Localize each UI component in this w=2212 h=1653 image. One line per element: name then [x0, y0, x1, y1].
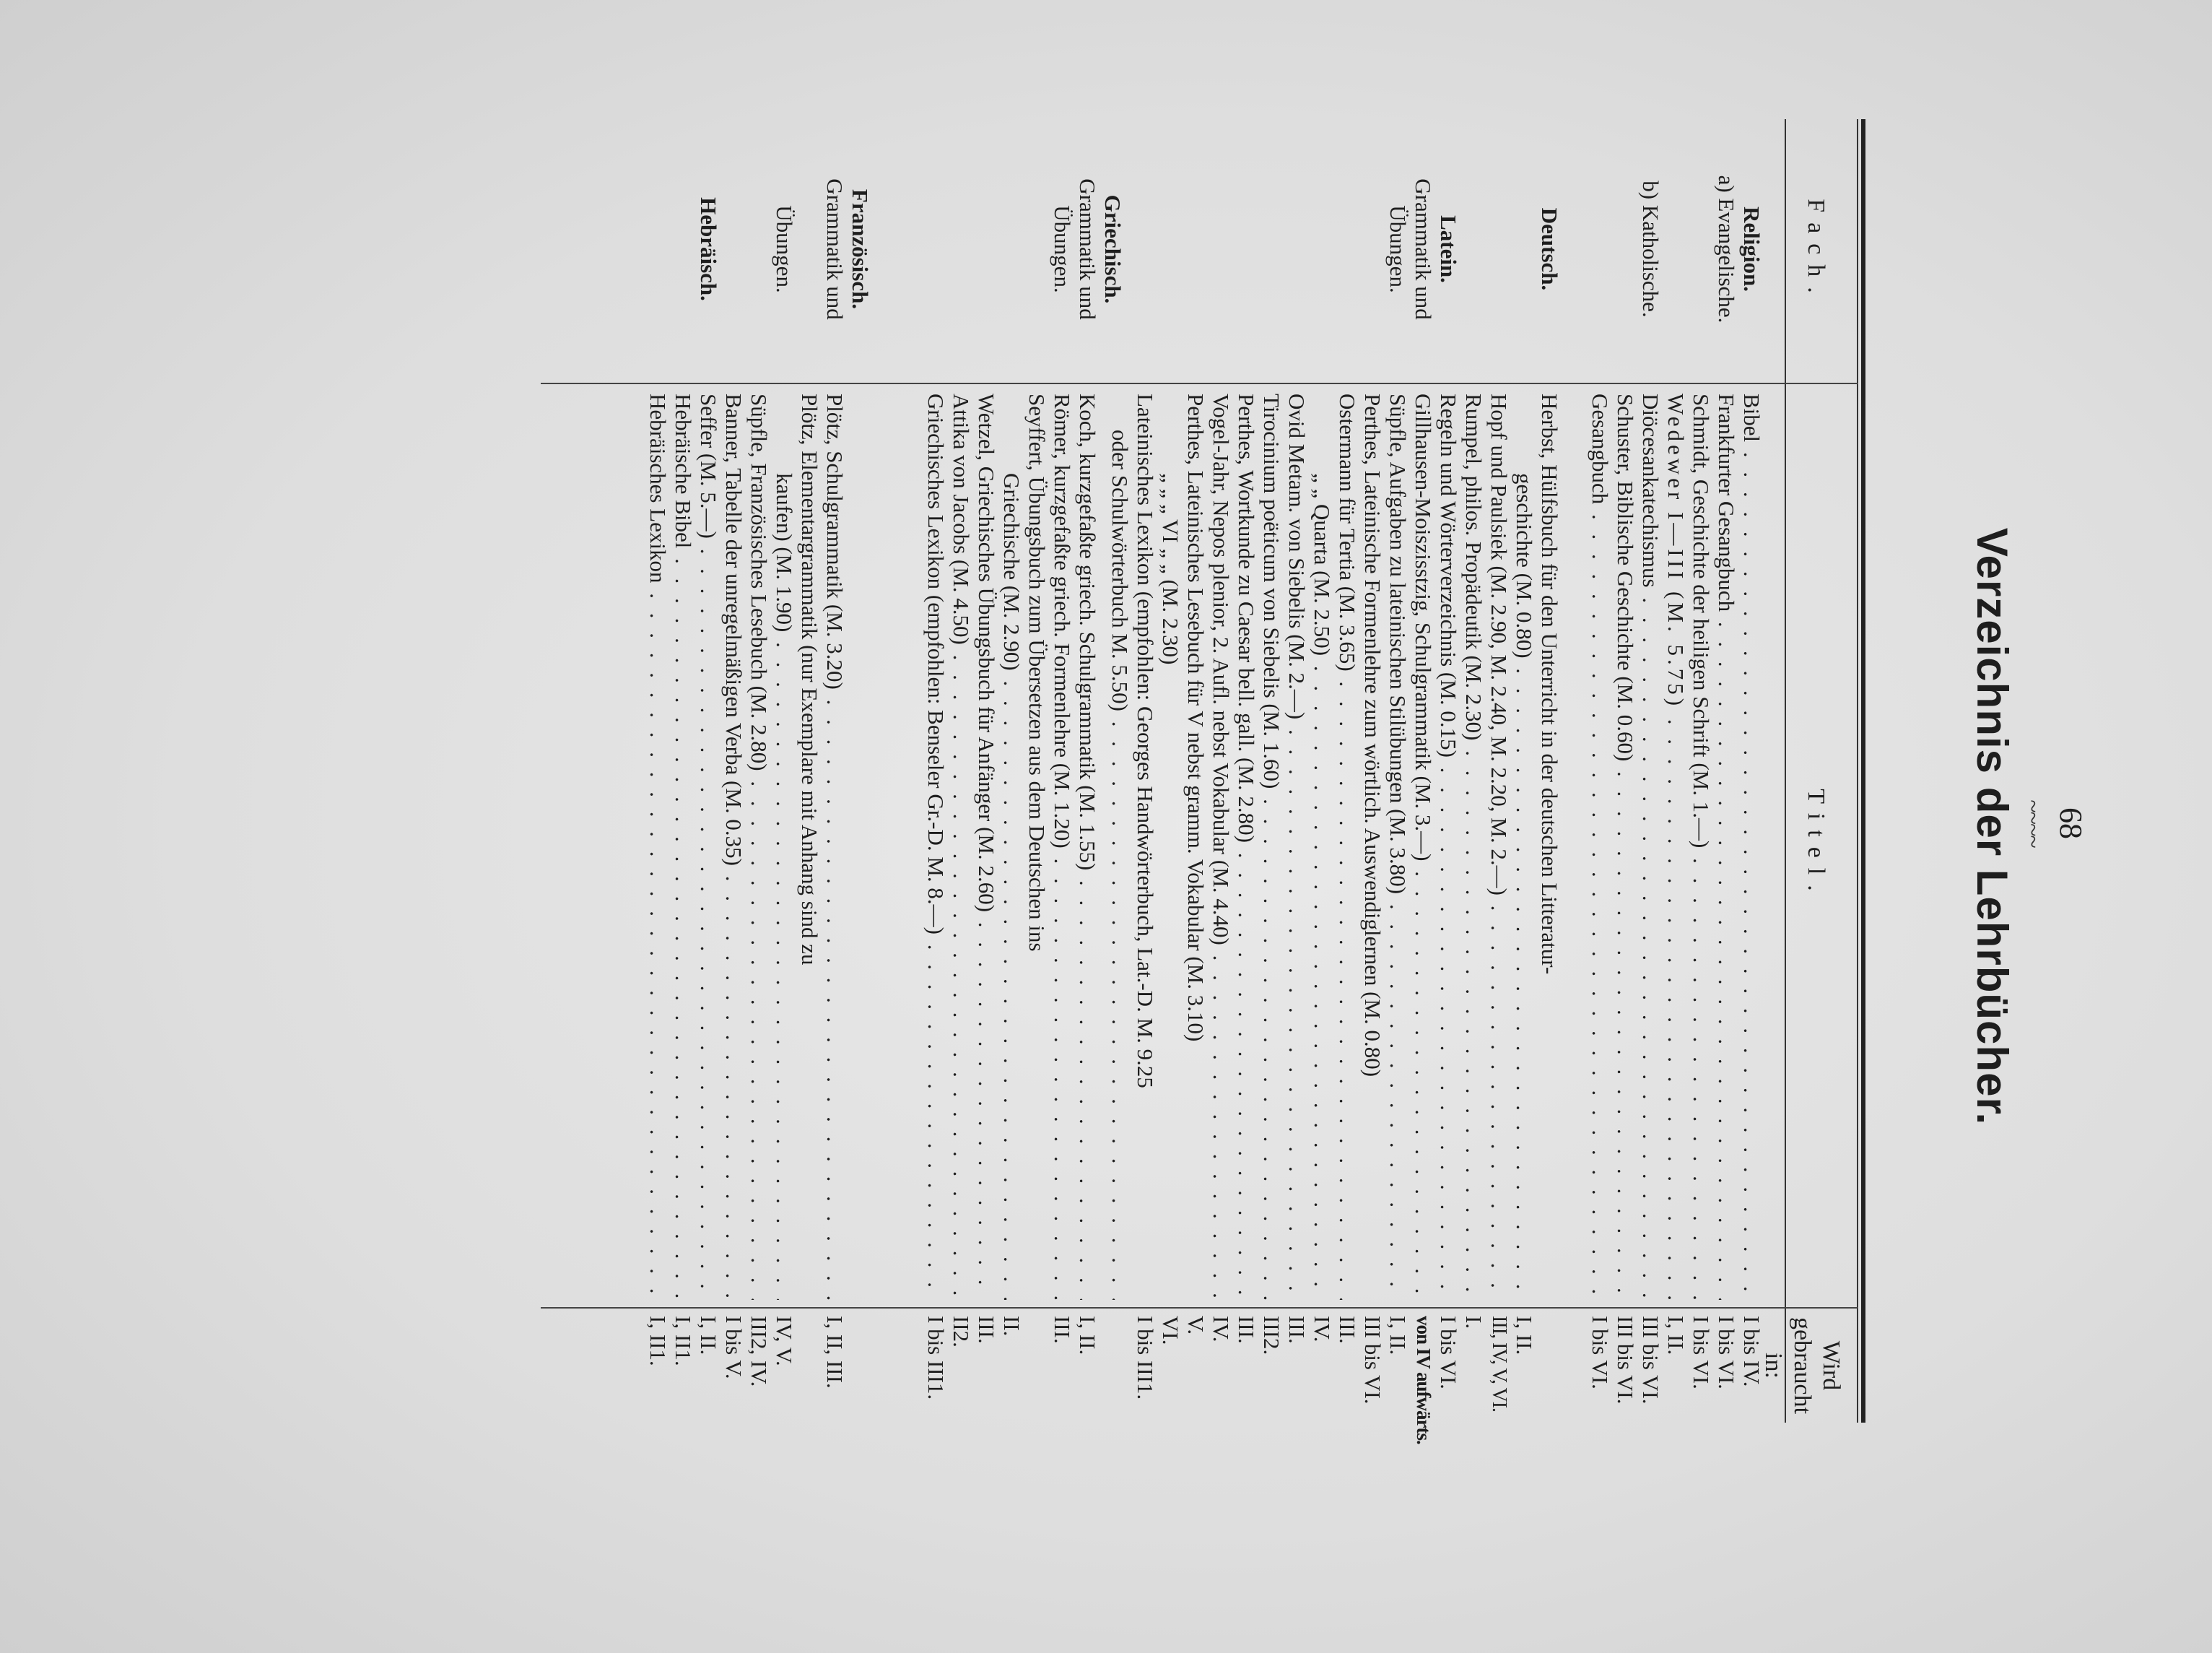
usage-cell: I, II.	[1385, 1316, 1411, 1355]
title-row: Plötz, Schulgrammatik (M. 3.20) . . .	[822, 394, 848, 1300]
fach-franzoesisch: Französisch.	[848, 188, 873, 310]
usage-cell: III.	[1335, 1316, 1360, 1344]
title-row: Griechische (M. 2.90) . . .	[999, 394, 1024, 1300]
usage-cell: IV.	[1209, 1316, 1234, 1342]
title-row: Bibel . . .	[1739, 394, 1764, 1300]
title-row: Seyffert, Übungsbuch zum Übersetzen aus dem Deutschen ins	[1024, 394, 1050, 952]
title-row: Wedewer I—III (M. 5.75) . . .	[1663, 394, 1689, 1300]
column-header-wird-gebraucht	[1759, 1309, 1845, 1423]
title-row: Süpfle, Französisches Lesebuch (M. 2.80) . . .	[746, 394, 772, 1300]
usage-cell: VI.	[1158, 1316, 1183, 1345]
usage-cell: I, II.	[1512, 1316, 1537, 1355]
column-header-wird-line2: in:	[1760, 1353, 1787, 1379]
title-row: Griechisches Lexikon (empfohlen: Benseler Gr.-D. M. 8.—) . . .	[923, 394, 949, 1300]
title-row: Diöcesankatechismus . . .	[1638, 394, 1663, 1300]
fach-religion: Religion.	[1739, 207, 1764, 292]
usage-cell: II2.	[949, 1316, 974, 1348]
title-row: Tirocinium poëticum von Siebelis (M. 1.60) . . .	[1259, 394, 1284, 1300]
usage-cell: II.	[999, 1316, 1024, 1337]
usage-cell: III.	[974, 1316, 999, 1344]
fach-latein: Latein.	[1436, 215, 1461, 283]
column-divider-fach	[541, 383, 1858, 384]
usage-cell: III2, IV.	[746, 1316, 772, 1387]
title-row: Ostermann für Tertia (M. 3.65) . . .	[1335, 394, 1360, 1300]
title-row: Lateinisches Lexikon (empfohlen: Georges Handwörterbuch, Lat.-D. M. 9.25	[1133, 394, 1158, 1088]
usage-cell: III bis VI.	[1613, 1316, 1638, 1405]
usage-cell: I bis V.	[721, 1316, 746, 1379]
fach-hebraeisch: Hebräisch.	[696, 197, 721, 301]
table-header-rule	[1785, 119, 1786, 1423]
title-row: Koch, kurzgefaßte griech. Schulgrammatik (M. 1.55) . . .	[1075, 394, 1100, 1300]
title-row: Perthes, Lateinisches Lesebuch für V nebst gramm. Vokabular (M. 3.10)	[1183, 394, 1209, 1042]
title-row: Perthes, Lateinische Formenlehre zum wörtlich. Auswendiglernen (M. 0.80)	[1360, 394, 1385, 1077]
usage-cell: I, II1.	[671, 1316, 696, 1366]
ornament-divider: ~~~~	[2019, 799, 2046, 847]
title-row: Gillhausen-Moiszisstzig, Schulgrammatik (M. 3.—) . . .	[1411, 394, 1436, 1300]
usage-cell: III.	[1234, 1316, 1259, 1344]
usage-cell: I bis VI.	[1689, 1316, 1714, 1389]
usage-cell: III bis VI.	[1360, 1316, 1385, 1405]
title-row: „ „ Quarta (M. 2.50) . . .	[1310, 394, 1335, 1300]
usage-cell: I bis IV.	[1739, 1316, 1764, 1387]
usage-cell: von IV aufwärts.	[1413, 1316, 1434, 1444]
title-row: Frankfurter Gesangbuch . . .	[1714, 394, 1739, 1300]
column-header-wird-line1: Wird gebraucht	[1789, 1316, 1845, 1415]
title-row: Banner, Tabelle der unregelmäßigen Verba (M. 0.35) . . .	[721, 394, 746, 1300]
fach-katholische: b) Katholische.	[1638, 181, 1663, 318]
fach-evangelische: a) Evangelische.	[1714, 175, 1739, 324]
usage-cell: V.	[1183, 1316, 1209, 1335]
title-row: Hebräisches Lexikon . . .	[645, 394, 671, 1300]
fach-franzoesisch-uebungen: Übungen.	[772, 205, 797, 293]
usage-cell: III bis VI.	[1638, 1316, 1663, 1405]
title-row: Seffer (M. 5.—) . . .	[696, 394, 721, 1300]
usage-cell: I, II.	[1075, 1316, 1100, 1355]
usage-cell: III.	[1284, 1316, 1310, 1344]
usage-cell: IV, V.	[772, 1316, 797, 1366]
usage-cell: I.	[1461, 1316, 1486, 1329]
fach-griechisch-uebungen: Übungen.	[1050, 205, 1075, 293]
title-row: Hopf und Paulsiek (M. 2.90, M. 2.40, M. 2.20, M. 2.—) . . .	[1486, 394, 1512, 1300]
usage-cell: I bis III1.	[1133, 1316, 1158, 1400]
fach-latein-grammatik: Grammatik und	[1411, 178, 1436, 320]
usage-cell: I, II.	[1663, 1316, 1689, 1355]
usage-cell: I bis VI.	[1714, 1316, 1739, 1389]
title-row: Rumpel, philos. Propädeutik (M. 2.30) . . .	[1461, 394, 1486, 1300]
usage-cell: III.	[1050, 1316, 1075, 1344]
table-top-rule-thin	[1857, 119, 1858, 1423]
fach-griechisch-grammatik: Grammatik und	[1075, 178, 1100, 320]
usage-cell: I bis VI.	[1436, 1316, 1461, 1389]
fach-griechisch: Griechisch.	[1100, 194, 1125, 304]
title-row: Schmidt, Geschichte der heiligen Schrift (M. 1.—) . . .	[1689, 394, 1714, 1300]
usage-cell: I, II1.	[645, 1316, 671, 1366]
title-row: Attika von Jacobs (M. 4.50) . . .	[949, 394, 974, 1300]
title-row: Wetzel, Griechisches Übungsbuch für Anfänger (M. 2.60) . . .	[974, 394, 999, 1300]
column-header-fach: Fach.	[1803, 199, 1829, 303]
title-row: Perthes, Wortkunde zu Caesar bell. gall. (M. 2.80) . . .	[1234, 394, 1259, 1300]
fach-latein-uebungen: Übungen.	[1385, 205, 1411, 293]
usage-cell: I, II.	[696, 1316, 721, 1355]
usage-cell: I bis III1.	[923, 1316, 949, 1400]
title-row: kaufen) (M. 1.90) . . .	[772, 394, 797, 1300]
usage-cell: III, IV, V, VI.	[1488, 1316, 1510, 1413]
usage-cell: IV.	[1310, 1316, 1335, 1342]
page-title: Verzeichnis der Lehrbücher.	[1968, 527, 2016, 1126]
column-header-titel: Titel.	[1803, 789, 1829, 901]
title-row: Süpfle, Aufgaben zu lateinischen Stilübungen (M. 3.80) . . .	[1385, 394, 1411, 1300]
title-row: Ovid Metam. von Siebelis (M. 2.—) . . .	[1284, 394, 1310, 1300]
title-row: Vogel-Jahr, Nepos plenior, 2. Aufl. nebst Vokabular (M. 4.40) . . .	[1209, 394, 1234, 1300]
title-row: Gesangbuch . . .	[1588, 394, 1613, 1300]
title-row: „ „ „ VI „ „ (M. 2.30)	[1158, 473, 1183, 665]
title-row: oder Schulwörterbuch M. 5.50) . . .	[1107, 394, 1133, 1300]
usage-cell: I, II, III.	[822, 1316, 848, 1389]
title-row: Römer, kurzgefaßte griech. Formenlehre (M. 1.20) . . .	[1050, 394, 1075, 1300]
usage-cell: III2.	[1259, 1316, 1284, 1355]
title-row: Hebräische Bibel . . .	[671, 394, 696, 1300]
table-top-rule	[1861, 119, 1865, 1423]
title-row: Schuster, Biblische Geschichte (M. 0.60) . . .	[1613, 394, 1638, 1300]
usage-cell: I bis VI.	[1588, 1316, 1613, 1389]
title-row: Herbst, Hülfsbuch für den Unterricht in der deutschen Litteratur-	[1537, 394, 1562, 975]
title-row: geschichte (M. 0.80) . . .	[1512, 394, 1537, 1300]
fach-deutsch: Deutsch.	[1537, 207, 1562, 291]
page-number: 68	[2053, 807, 2089, 839]
title-row: Regeln und Wörterverzeichnis (M. 0.15) . . .	[1436, 394, 1461, 1300]
column-divider-wird	[541, 1307, 1858, 1309]
fach-franzoesisch-grammatik: Grammatik und	[822, 178, 848, 320]
title-row: Plötz, Elementargrammatik (nur Exemplare mit Anhang sind zu	[797, 394, 822, 966]
